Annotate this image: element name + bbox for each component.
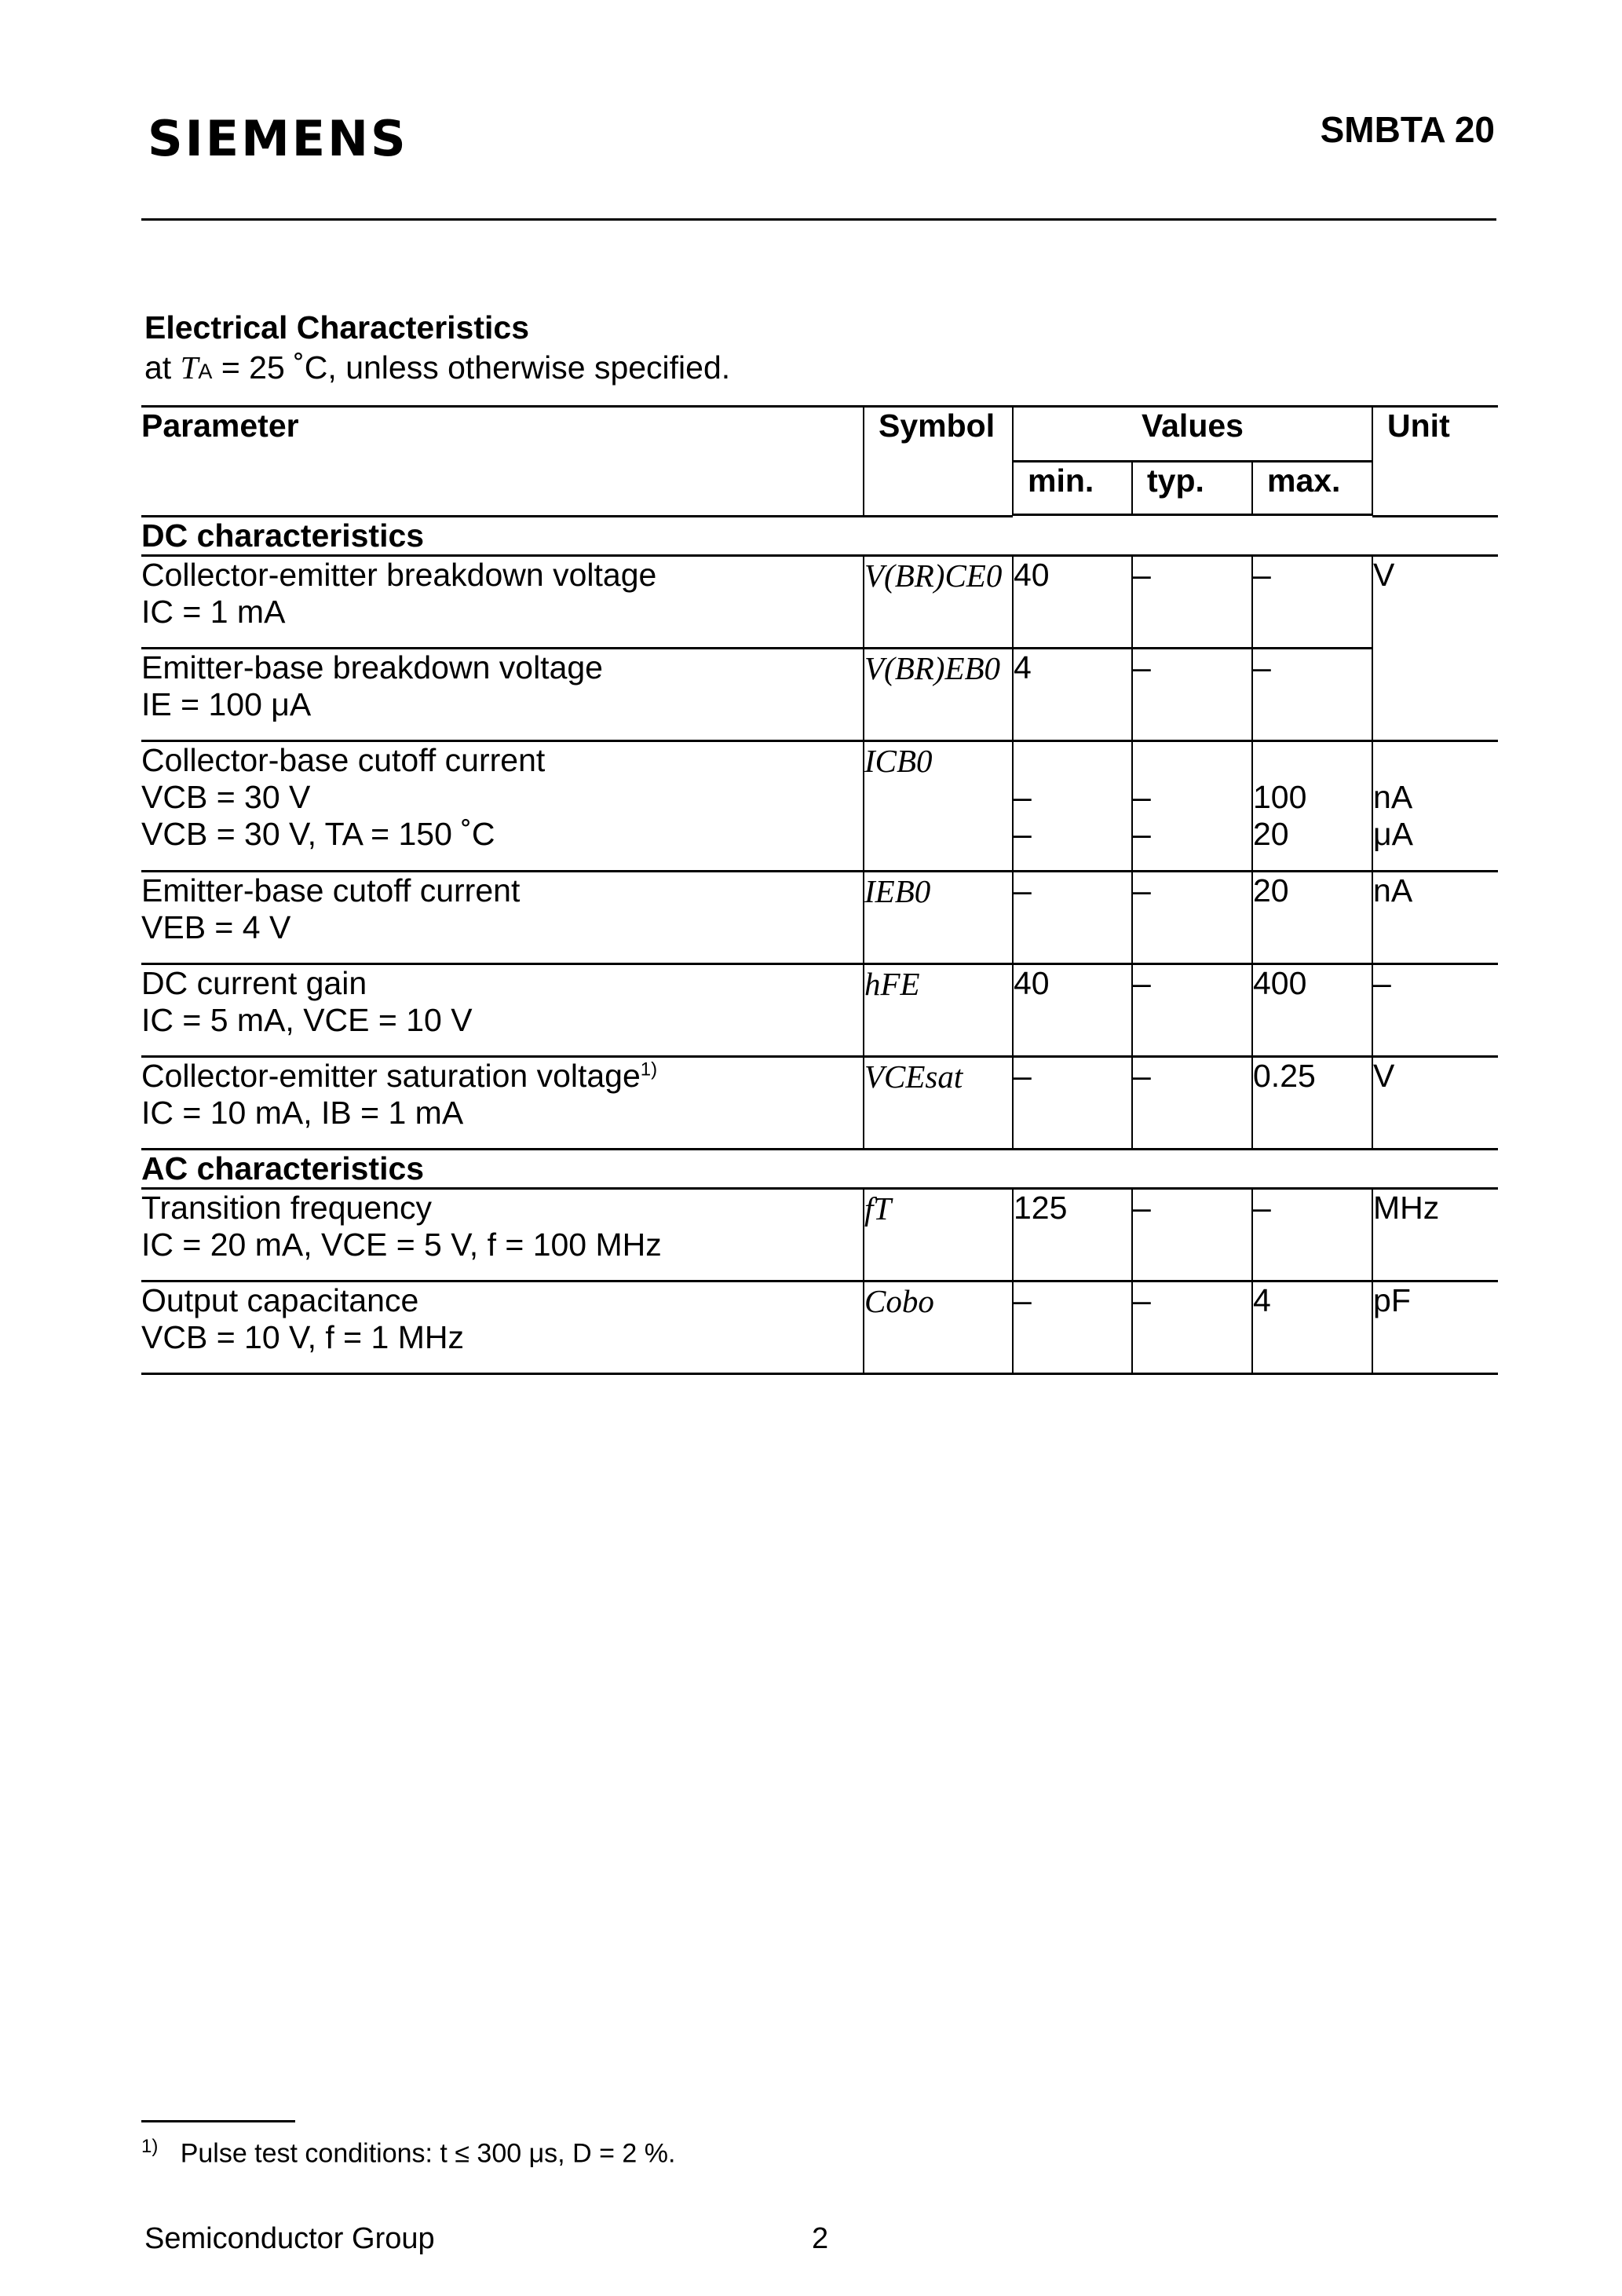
unit-cell: MHz <box>1372 1188 1498 1281</box>
min-cell: 40 <box>1013 555 1132 648</box>
unit-cell <box>1372 740 1498 871</box>
header-values: Values <box>1013 407 1372 462</box>
param-cell <box>141 648 864 740</box>
param-condition: VCB = 10 V, f = 1 MHz <box>141 1318 464 1355</box>
section-title: Electrical Characteristics <box>144 309 529 345</box>
typ-cell: – <box>1132 1188 1252 1281</box>
param-cell <box>141 963 864 1056</box>
param-name: DC current gain <box>141 964 367 1001</box>
max-cell: 20 <box>1252 871 1372 963</box>
symbol-cell <box>864 555 1013 648</box>
typ-cell: – <box>1132 963 1252 1056</box>
param-cell <box>141 555 864 648</box>
min-cell: 40 <box>1013 963 1132 1056</box>
param-name: Collector-base cutoff current <box>141 741 546 778</box>
max-cell: 0.25 <box>1252 1056 1372 1149</box>
param-name: Output capacitance <box>141 1281 419 1318</box>
unit-cell: V <box>1372 555 1498 740</box>
footnote-text: Pulse test conditions: t ≤ 300 μs, D = 2 %. <box>180 2138 676 2169</box>
param-name: Emitter-base breakdown voltage <box>141 649 603 686</box>
unit-cell: pF <box>1372 1281 1498 1373</box>
min-cell: 4 <box>1013 648 1132 740</box>
param-condition-2: VCB = 30 V, TA = 150 ˚C <box>141 815 495 852</box>
table-row <box>141 648 1498 740</box>
header-parameter: Parameter <box>141 407 864 515</box>
symbol-cell <box>864 1188 1013 1281</box>
max-cell: 400 <box>1252 963 1372 1056</box>
page-number: 2 <box>812 2222 829 2255</box>
min-value-2: – <box>1014 815 1032 852</box>
table-row <box>141 871 1498 963</box>
param-name: Emitter-base cutoff current <box>141 872 521 909</box>
max-cell <box>1252 740 1372 871</box>
header-unit: Unit <box>1372 407 1498 515</box>
min-cell: – <box>1013 1056 1132 1149</box>
min-cell: – <box>1013 871 1132 963</box>
min-value: – <box>1014 778 1032 815</box>
param-condition: IC = 1 mA <box>141 593 286 630</box>
param-name: Collector-emitter breakdown voltage <box>141 556 657 593</box>
max-cell: – <box>1252 555 1372 648</box>
min-cell: – <box>1013 1281 1132 1373</box>
table-row <box>141 740 1498 871</box>
unit-cell: – <box>1372 963 1498 1056</box>
param-condition: IC = 5 mA, VCE = 10 V <box>141 1001 473 1038</box>
condition-rest: = 25 ˚C, unless otherwise specified. <box>212 349 731 386</box>
footnote-rule <box>141 2120 295 2122</box>
header-min: min. <box>1013 462 1132 515</box>
group-row-dc <box>141 516 1498 555</box>
unit-cell: nA <box>1372 871 1498 963</box>
group-title-dc: DC characteristics <box>141 516 1498 555</box>
param-cell <box>141 1056 864 1149</box>
characteristics-table <box>141 405 1498 1375</box>
symbol: V(BR)CE0 <box>864 557 1003 594</box>
brand-logo: SIEMENS <box>148 110 408 167</box>
table-row <box>141 555 1498 648</box>
table-row <box>141 1188 1498 1281</box>
unit-cell: V <box>1372 1056 1498 1149</box>
param-cell <box>141 740 864 871</box>
param-name: Collector-emitter saturation voltage <box>141 1057 641 1094</box>
param-condition: IC = 10 mA, IB = 1 mA <box>141 1094 464 1131</box>
unit-value-2: μA <box>1373 815 1414 852</box>
typ-cell: – <box>1132 871 1252 963</box>
symbol: IEB0 <box>864 872 931 909</box>
condition-prefix: at <box>144 349 181 386</box>
symbol: V(BR)EB0 <box>864 649 1001 686</box>
symbol: hFE <box>864 965 920 1002</box>
typ-cell: – <box>1132 648 1252 740</box>
symbol-cell <box>864 648 1013 740</box>
table-row <box>141 1056 1498 1149</box>
group-row-ac <box>141 1149 1498 1188</box>
header-typ: typ. <box>1132 462 1252 515</box>
min-cell <box>1013 740 1132 871</box>
param-condition: IE = 100 μA <box>141 686 312 722</box>
header-max: max. <box>1252 462 1372 515</box>
min-cell: 125 <box>1013 1188 1132 1281</box>
param-cell <box>141 1188 864 1281</box>
param-condition: IC = 20 mA, VCE = 5 V, f = 100 MHz <box>141 1226 662 1263</box>
condition-symbol: T <box>180 349 199 386</box>
symbol: Cobo <box>864 1282 934 1319</box>
symbol-cell <box>864 1056 1013 1149</box>
footnote <box>141 2136 675 2169</box>
condition-subscript: A <box>198 360 213 383</box>
symbol-cell <box>864 740 1013 871</box>
typ-cell: – <box>1132 1056 1252 1149</box>
table-row <box>141 1281 1498 1373</box>
max-cell: 4 <box>1252 1281 1372 1373</box>
section-condition <box>144 349 730 386</box>
symbol-cell <box>864 871 1013 963</box>
param-cell <box>141 1281 864 1373</box>
part-number: SMBTA 20 <box>1320 109 1495 150</box>
max-value: 100 <box>1253 778 1307 815</box>
unit-value: nA <box>1373 778 1413 815</box>
param-condition: VEB = 4 V <box>141 909 291 945</box>
table-row <box>141 963 1498 1056</box>
footnote-ref: 1) <box>640 1058 658 1080</box>
typ-cell: – <box>1132 555 1252 648</box>
typ-cell <box>1132 740 1252 871</box>
footnote-mark: 1) <box>141 2136 159 2157</box>
typ-value-2: – <box>1133 815 1151 852</box>
symbol-cell <box>864 1281 1013 1373</box>
symbol: VCEsat <box>864 1058 963 1095</box>
footer-publisher: Semiconductor Group <box>144 2222 435 2255</box>
param-condition: VCB = 30 V <box>141 778 311 815</box>
header-rule <box>141 218 1496 221</box>
max-value-2: 20 <box>1253 815 1289 852</box>
symbol: ICB0 <box>864 742 933 779</box>
max-cell: – <box>1252 1188 1372 1281</box>
header-symbol: Symbol <box>864 407 1013 515</box>
symbol-cell <box>864 963 1013 1056</box>
param-cell <box>141 871 864 963</box>
max-cell: – <box>1252 648 1372 740</box>
typ-cell: – <box>1132 1281 1252 1373</box>
param-name: Transition frequency <box>141 1189 432 1226</box>
group-title-ac: AC characteristics <box>141 1149 1498 1188</box>
symbol: fT <box>864 1190 892 1227</box>
typ-value: – <box>1133 778 1151 815</box>
